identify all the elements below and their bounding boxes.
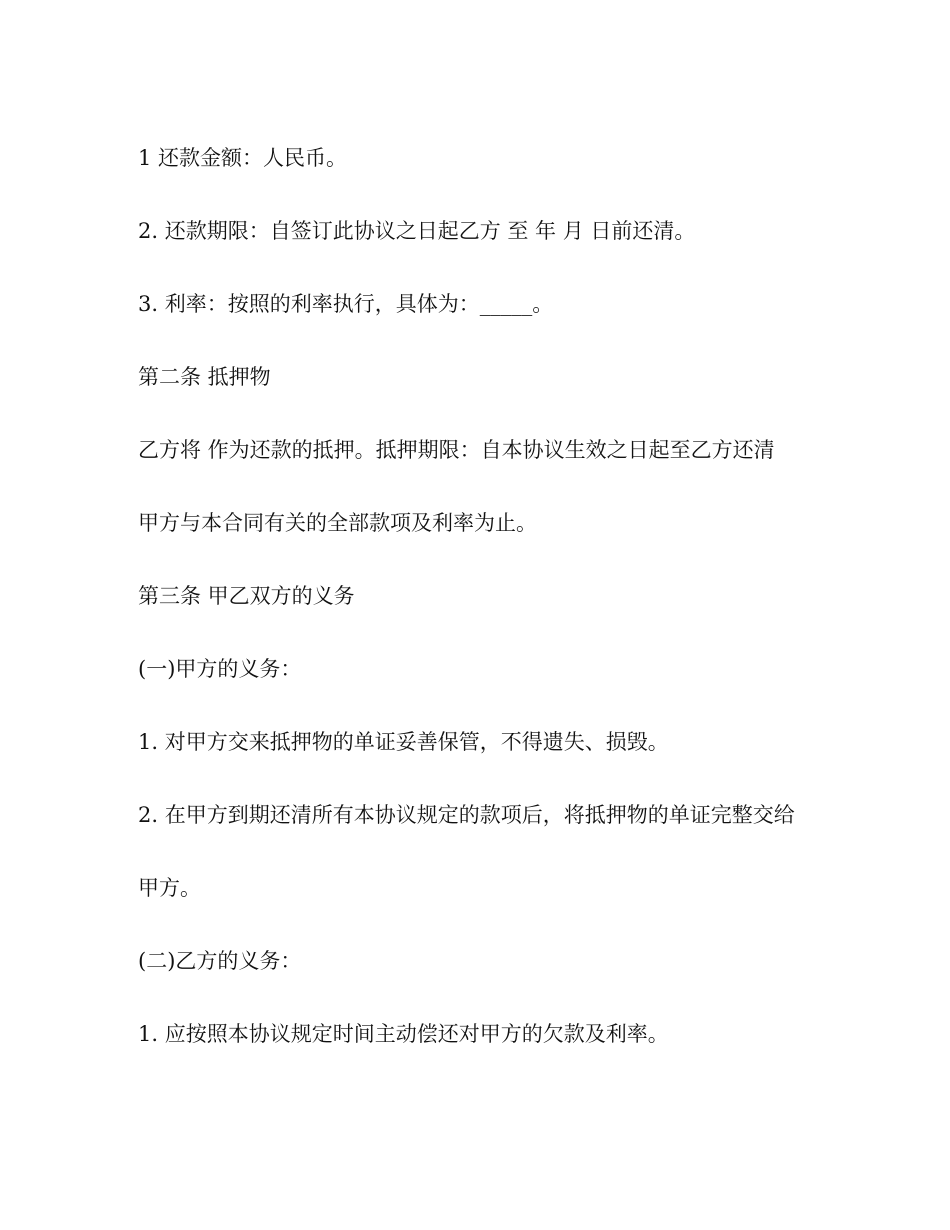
party-a-obligations-heading: (一)甲方的义务： [138,657,302,681]
article-2-heading: 第二条 抵押物 [138,365,271,389]
party-a-obligation-1: 1. 对甲方交来抵押物的单证妥善保管，不得遗失、损毁。 [138,730,669,754]
party-b-obligation-1: 1. 应按照本协议规定时间主动偿还对甲方的欠款及利率。 [138,1022,669,1046]
collateral-paragraph-line-2: 甲方与本合同有关的全部款项及利率为止。 [138,511,537,535]
article-3-heading: 第三条 甲乙双方的义务 [138,584,355,608]
interest-rate-line: 3. 利率：按照的利率执行，具体为：_____。 [138,292,554,316]
collateral-paragraph-line-1: 乙方将 作为还款的抵押。抵押期限：自本协议生效之日起至乙方还清 [138,438,775,462]
repayment-amount-line: 1 还款金额：人民币。 [138,146,348,170]
party-a-obligation-2-line-1: 2. 在甲方到期还清所有本协议规定的款项后，将抵押物的单证完整交给 [138,803,795,827]
party-a-obligation-2-line-2: 甲方。 [138,876,201,900]
party-b-obligations-heading: (二)乙方的义务： [138,949,302,973]
repayment-term-line: 2. 还款期限：自签订此协议之日起乙方 至 年 月 日前还清。 [138,219,696,243]
